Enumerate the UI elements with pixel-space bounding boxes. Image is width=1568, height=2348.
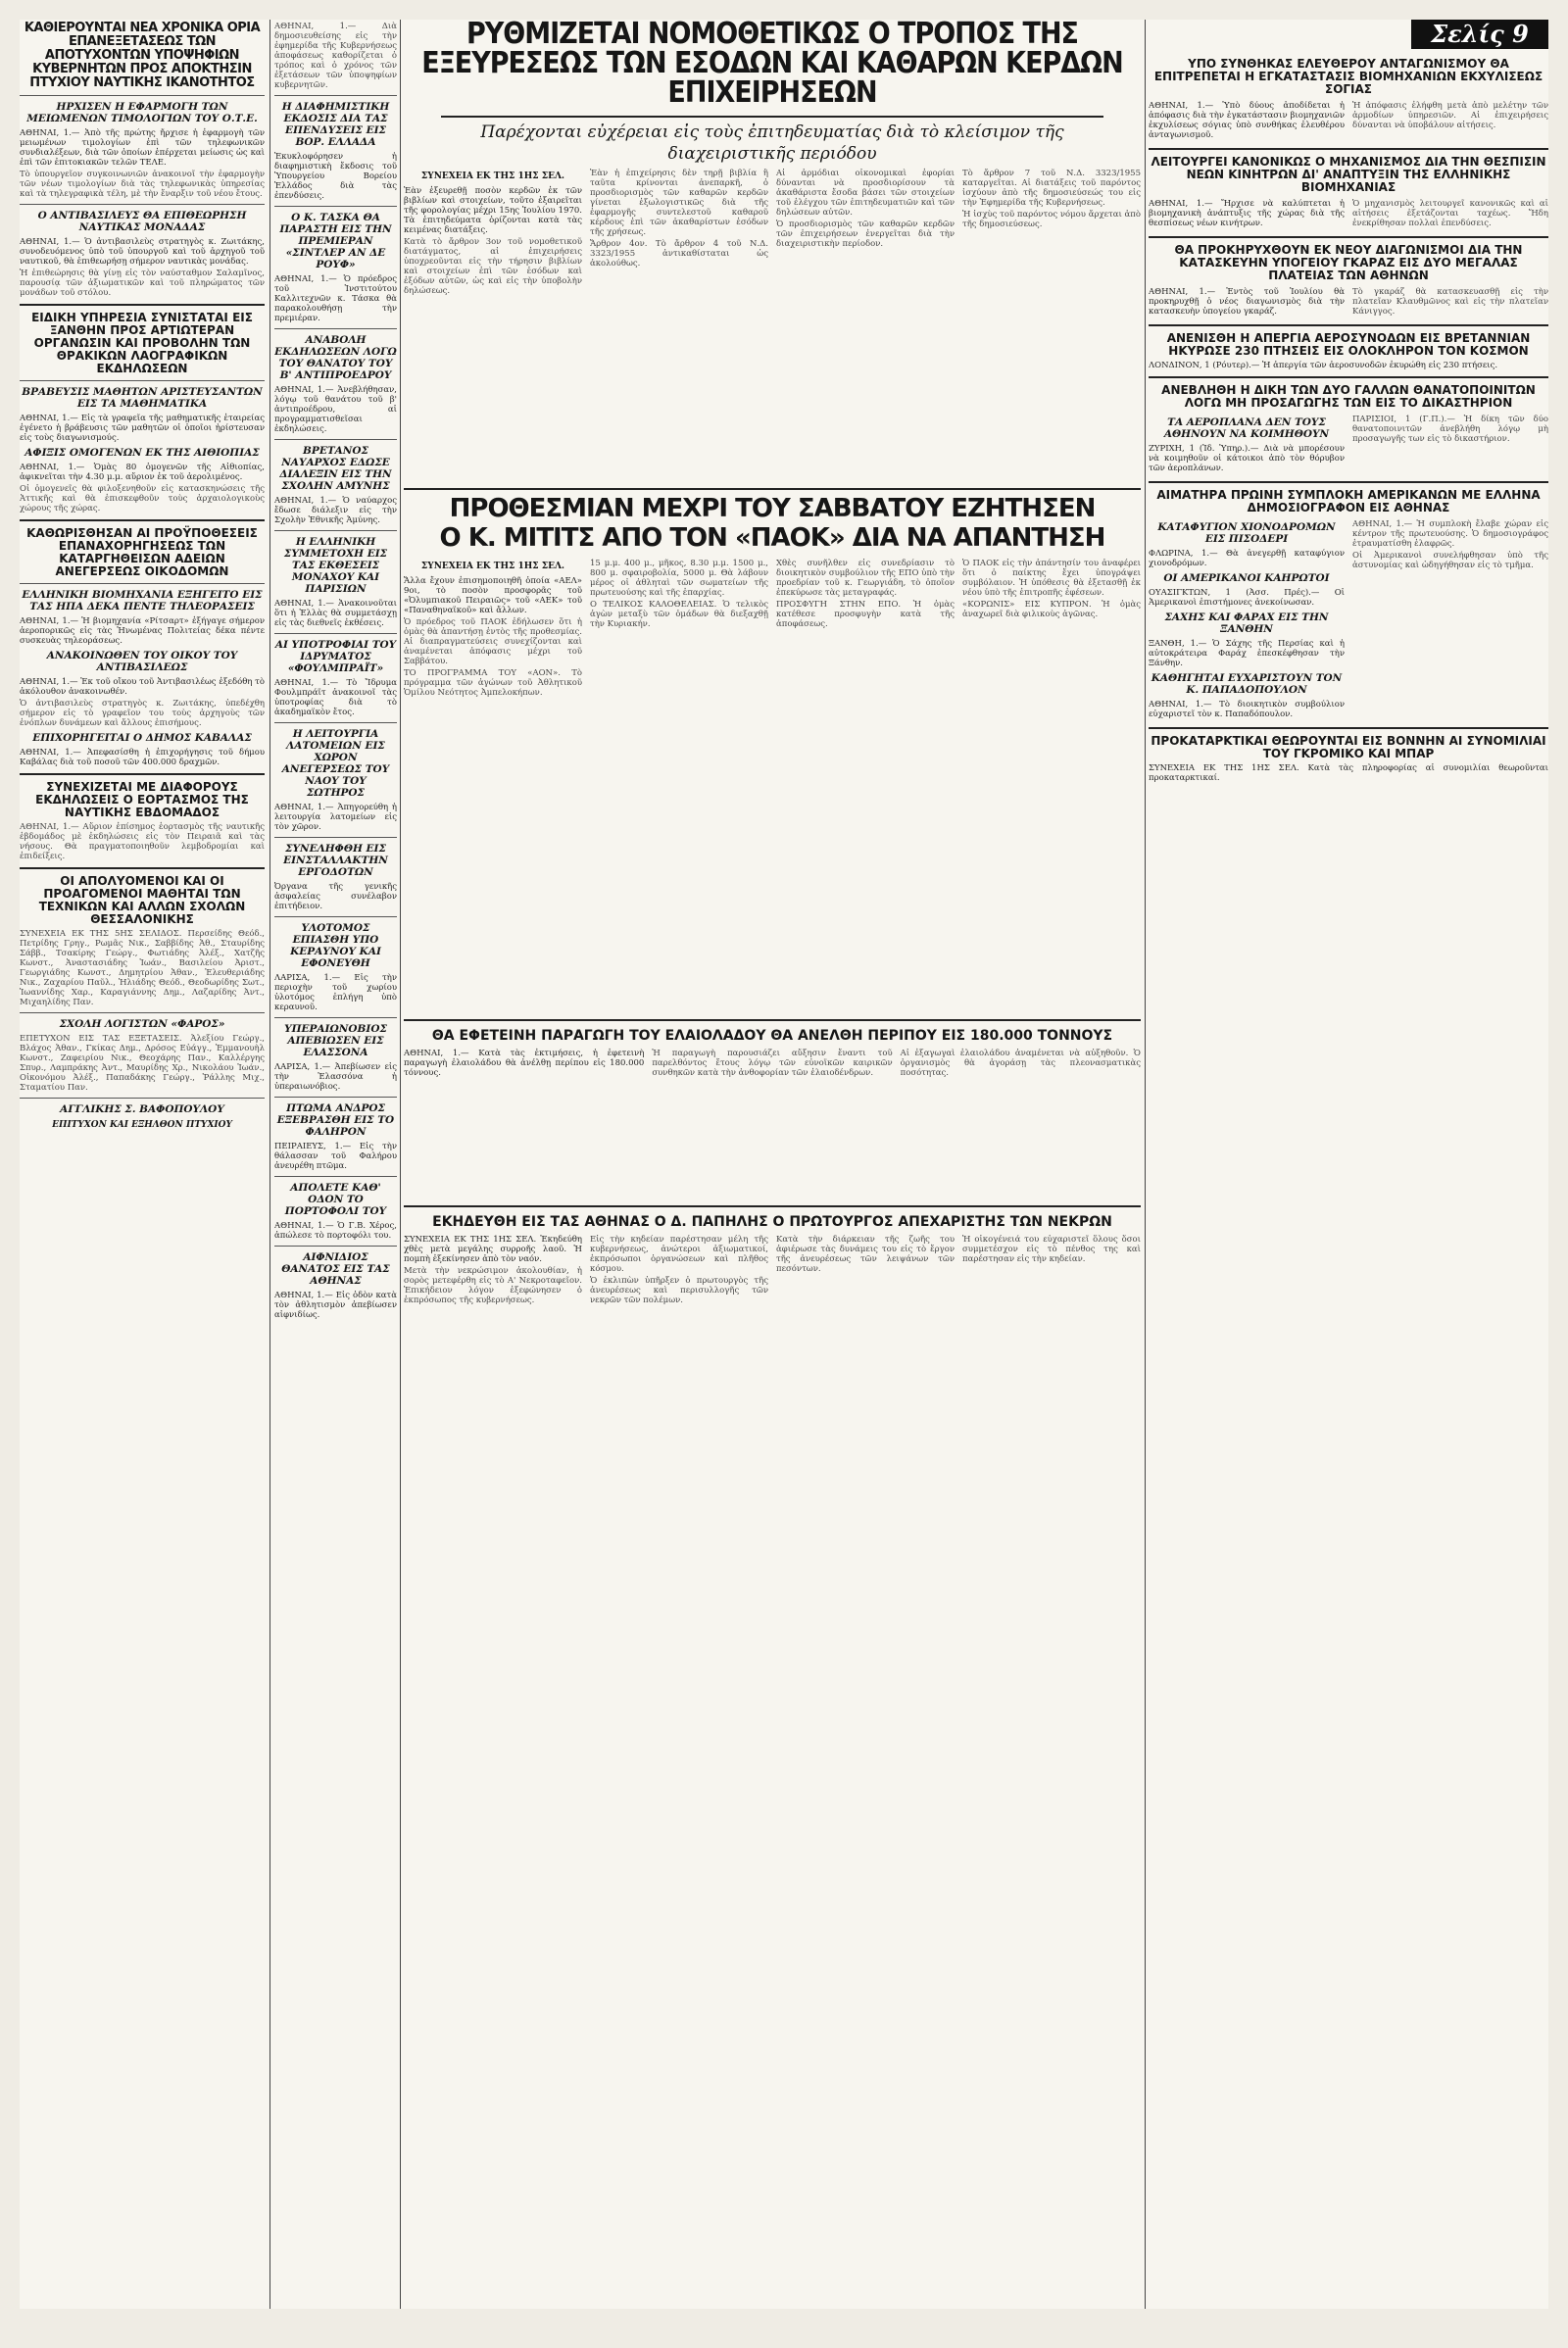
article-text: ΣΥΝΕΧΕΙΑ ΕΚ ΤΗΣ 1ΗΣ ΣΕΛ. Ἐκηδεύθη χθὲς μετὰ μεγάλης συρροῆς λαοῦ. Ἡ πομπὴ ἐξεκίνησεν ἀπὸ τὸν ναόν.	[404, 1235, 582, 1264]
center-funeral-article: ΕΚΗΔΕΥΘΗ ΕΙΣ ΤΑΣ ΑΘΗΝΑΣ Ο Δ. ΠΑΠΗΛΗΣ Ο ΠΡΩΤΟΥΡΓΟΣ ΑΠΕΧΑΡΙΣΤΗΣ ΤΩΝ ΝΕΚΡΩΝ ΣΥΝΕΧΕΙΑ ΕΚ ΤΗΣ 1ΗΣ ΣΕΛ. Ἐκηδεύθη χθὲς μετὰ μεγάλης συρροῆς λαοῦ. Ἡ πομπὴ ἐξεκίνησεν ἀπὸ τὸν ναόν. Μετὰ τὴν νεκρώσιμον ἀκολουθίαν, ἡ σορὸς μετεφέρθη εἰς τὸ Α' Νεκροταφεῖον. Ἐπικήδειον λόγον ἐξεφώνησεν ὁ ἐκπρόσωπος τῆς κυβερνήσεως. Εἰς τὴν κηδείαν παρέστησαν μέλη τῆς κυβερνήσεως, ἀνώτεροι ἀξιωματικοί, ἐκπρόσωποι ὀργανώσεων καὶ πλῆθος κόσμου. Ὁ ἐκλιπὼν ὑπῆρξεν ὁ πρωτουργὸς τῆς ἀνευρέσεως καὶ περισυλλογῆς τῶν νεκρῶν τῶν πολέμων. Κατὰ τὴν διάρκειαν τῆς ζωῆς του ἀφιέρωσε τὰς δυνάμεις του εἰς τὸ ἔργον τῆς ἀνευρέσεως τῶν λειψάνων τῶν πεσόντων. Ἡ οἰκογένειά του εὐχαριστεῖ ὅλους ὅσοι συμμετέσχον εἰς τὸ πένθος της καὶ παρέστησαν εἰς τὴν κηδείαν.	[404, 1214, 1141, 1305]
column-1: ΚΑΘΙΕΡΟΥΝΤΑΙ ΝΕΑ ΧΡΟΝΙΚΑ ΟΡΙΑ ΕΠΑΝΕΞΕΤΑΣΕΩΣ ΤΩΝ ΑΠΟΤΥΧΟΝΤΩΝ ΥΠΟΨΗΦΙΩΝ ΚΥΒΕΡΝΗΤΩΝ ΠΡΟΣ ΑΠΟΚΤΗΣΙΝ ΠΤΥΧΙΟΥ ΝΑΥΤΙΚΗΣ ΙΚΑΝΟΤΗΤΟΣ ΗΡΧΙΣΕΝ Η ΕΦΑΡΜΟΓΗ ΤΩΝ ΜΕΙΩΜΕΝΩΝ ΤΙΜΟΛΟΓΙΩΝ ΤΟΥ Ο.Τ.Ε. ΑΘΗΝΑΙ, 1.— Ἀπὸ τῆς πρώτης ἤρχισε ἡ ἐφαρμογὴ τῶν μειωμένων τιμολογίων ἐπὶ τῶν τηλεφωνικῶν συνδιαλέξεων, διὰ τῶν ὁποίων ἐπέρχεται μείωσις ὡς καὶ ἐπὶ τῶν ἐπιτοκιακῶν τελῶν ΤΕΛΕ. Τὸ ὑπουργεῖον συγκοινωνιῶν ἀνακοινοῖ τὴν ἐφαρμογὴν τῶν νέων τιμολογίων διὰ τὰς τηλεφωνικὰς ὑπηρεσίας καὶ τὰ τηλεγραφικὰ τέλη, μὲ τὴν ἔναρξιν τοῦ νέου ἔτους. Ο ΑΝΤΙΒΑΣΙΛΕΥΣ ΘΑ ΕΠΙΘΕΩΡΗΣΗ ΝΑΥΤΙΚΑΣ ΜΟΝΑΔΑΣ ΑΘΗΝΑΙ, 1.— Ὁ ἀντιβασιλεὺς στρατηγὸς κ. Ζωιτάκης, συνοδευόμενος ὑπὸ τοῦ ὑπουργοῦ καὶ τοῦ ἀρχηγοῦ τοῦ ναυτικοῦ, θὰ ἐπιθεωρήσῃ σήμερον ναυτικὰς μονάδας. Ἡ ἐπιθεώρησις θὰ γίνῃ εἰς τὸν ναύσταθμον Σαλαμῖνος, παρουσίᾳ τῶν ἀξιωματικῶν καὶ τοῦ πληρώματος τῶν μονάδων τοῦ στόλου. ΕΙΔΙΚΗ ΥΠΗΡΕΣΙΑ ΣΥΝΙΣΤΑΤΑΙ ΕΙΣ ΞΑΝΘΗΝ ΠΡΟΣ ΑΡΤΙΩΤΕΡΑΝ ΟΡΓΑΝΩΣΙΝ ΚΑΙ ΠΡΟΒΟΛΗΝ ΤΩΝ ΘΡΑΚΙΚΩΝ ΛΑΟΓΡΑΦΙΚΩΝ ΕΚΔΗΛΩΣΕΩΝ ΒΡΑΒΕΥΣΙΣ ΜΑΘΗΤΩΝ ΑΡΙΣΤΕΥΣΑΝΤΩΝ ΕΙΣ ΤΑ ΜΑΘΗΜΑΤΙΚΑ ΑΘΗΝΑΙ, 1.— Εἰς τὰ γραφεῖα τῆς μαθηματικῆς ἑταιρείας ἐγένετο ἡ βράβευσις τῶν μαθητῶν οἱ ὁποῖοι ἠρίστευσαν εἰς τοὺς διαγωνισμούς. ΑΦΙΞΙΣ ΟΜΟΓΕΝΩΝ ΕΚ ΤΗΣ ΑΙΘΙΟΠΙΑΣ ΑΘΗΝΑΙ, 1.— Ὁμὰς 80 ὁμογενῶν τῆς Αἰθιοπίας, ἀφικνεῖται τὴν 4.30 μ.μ. αὔριον ἐκ τοῦ ἀερολιμένος. Οἱ ὁμογενεῖς θὰ φιλοξενηθοῦν εἰς κατασκηνώσεις τῆς Ἀττικῆς καὶ θὰ ἐπισκεφθοῦν τοὺς ἀρχαιολογικοὺς χώρους τῆς χώρας. ΚΑΘΩΡΙΣΘΗΣΑΝ ΑΙ ΠΡΟΫΠΟΘΕΣΕΙΣ ΕΠΑΝΑΧΟΡΗΓΗΣΕΩΣ ΤΩΝ ΚΑΤΑΡΓΗΘΕΙΣΩΝ ΑΔΕΙΩΝ ΑΝΕΓΕΡΣΕΩΣ ΟΙΚΟΔΟΜΩΝ ΕΛΛΗΝΙΚΗ ΒΙΟΜΗΧΑΝΙΑ ΕΞΗΓΕΙΤΟ ΕΙΣ ΤΑΣ ΗΠΑ ΔΕΚΑ ΠΕΝΤΕ ΤΗΛΕΟΡΑΣΕΙΣ ΑΘΗΝΑΙ, 1.— Ἡ βιομηχανία «Ρίτσαρτ» ἐξήγαγε σήμερον ἀεροπορικῶς εἰς τὰς Ἡνωμένας Πολιτείας δέκα πέντε συσκευὰς τηλεοράσεως. ΑΝΑΚΟΙΝΩΘΕΝ ΤΟΥ ΟΙΚΟΥ ΤΟΥ ΑΝΤΙΒΑΣΙΛΕΩΣ ΑΘΗΝΑΙ, 1.— Ἐκ τοῦ οἴκου τοῦ Ἀντιβασιλέως ἐξεδόθη τὸ ἀκόλουθον ἀνακοινωθέν. Ὁ ἀντιβασιλεὺς στρατηγὸς κ. Ζωιτάκης, ὑπεδέχθη σήμερον εἰς τὸ γραφεῖον του τοὺς ἀρχηγοὺς τῶν ἐνόπλων δυνάμεων καὶ ἄλλους ἐπισήμους. ΕΠΙΧΟΡΗΓΕΙΤΑΙ Ο ΔΗΜΟΣ ΚΑΒΑΛΑΣ ΑΘΗΝΑΙ, 1.— Ἀπεφασίσθη ἡ ἐπιχορήγησις τοῦ δήμου Καβάλας διὰ τοῦ ποσοῦ τῶν 400.000 δραχμῶν. ΣΥΝΕΧΙΖΕΤΑΙ ΜΕ ΔΙΑΦΟΡΟΥΣ ΕΚΔΗΛΩΣΕΙΣ Ο ΕΟΡΤΑΣΜΟΣ ΤΗΣ ΝΑΥΤΙΚΗΣ ΕΒΔΟΜΑΔΟΣ ΑΘΗΝΑΙ, 1.— Αὔριον ἐπίσημος ἑορτασμὸς τῆς ναυτικῆς ἑβδομάδος μὲ ἐκδηλώσεις εἰς τὸν Πειραιᾶ καὶ τὰς νήσους. Θὰ πραγματοποιηθοῦν λεμβοδρομίαι καὶ ἐπιδείξεις. ΟΙ ΑΠΟΛΥΟΜΕΝΟΙ ΚΑΙ ΟΙ ΠΡΟΑΓΟΜΕΝΟΙ ΜΑΘΗΤΑΙ ΤΩΝ ΤΕΧΝΙΚΩΝ ΚΑΙ ΑΛΛΩΝ ΣΧΟΛΩΝ ΘΕΣΣΑΛΟΝΙΚΗΣ ΣΥΝΕΧΕΙΑ ΕΚ ΤΗΣ 5ΗΣ ΣΕΛΙΔΟΣ. Περσείδης Θεόδ., Πετρίδης Γρηγ., Ρωμᾶς Νικ., Σαββίδης Ἀθ., Σταυρίδης Σάββ., Τσακίρης Γεώργ., Φωτιάδης Ἀλέξ., Χατζῆς Κωνστ., Ἀναστασιάδης Ἰωάν., Βασιλείου Ἀριστ., Γεωργιάδης Κωνστ., Δημητρίου Ἀθαν., Ἐλευθεριάδης Νικ., Ζαχαρίου Παῦλ., Ἠλιάδης Θεόδ., Θεοδωρίδης Σωτ., Ἰωαννίδης Χαρ., Καραγιάννης Δημ., Λαζαρίδης Ἀντ., Μιχαηλίδης Παν. ΣΧΟΛΗ ΛΟΓΙΣΤΩΝ «ΦΑΡΟΣ» ΕΠΕΤΥΧΟΝ ΕΙΣ ΤΑΣ ΕΞΕΤΑΣΕΙΣ. Ἀλεξίου Γεώργ., Βλάχος Ἀθαν., Γκίκας Δημ., Δρόσος Εὐάγγ., Ἐμμανουὴλ Κωνστ., Ζαφειρίου Νικ., Θεοχάρης Παν., Καλλέργης Σπυρ., Λαμπράκης Ἀντ., Μαυρίδης Χρ., Νικολάου Ἰωάν., Οἰκονόμου Ἀλέξ., Παπαδάκης Γεώργ., Ῥάλλης Μιχ., Σταματίου Παν. ΑΓΓΛΙΚΗΣ Σ. ΒΑΦΟΠΟΥΛΟΥ ΕΠΙΤΥΧΟΝ ΚΑΙ ΕΞΗΛΘΟΝ ΠΤΥΧΙΟΥ	[20, 21, 265, 1130]
article-text: ΞΑΝΘΗ, 1.— Ὁ Σάχης τῆς Περσίας καὶ ἡ αὐτοκράτειρα Φαράχ ἐπεσκέφθησαν τὴν Ξάνθην.	[1149, 639, 1345, 668]
headline: ΕΚΗΔΕΥΘΗ ΕΙΣ ΤΑΣ ΑΘΗΝΑΣ Ο Δ. ΠΑΠΗΛΗΣ Ο ΠΡΩΤΟΥΡΓΟΣ ΑΠΕΧΑΡΙΣΤΗΣ ΤΩΝ ΝΕΚΡΩΝ	[432, 1214, 1112, 1230]
headline: ΑΝΕΝΙΣΘΗ Η ΑΠΕΡΓΙΑ ΑΕΡΟΣΥΝΟΔΩΝ ΕΙΣ ΒΡΕΤΑΝΝΙΑΝ ΗΚΥΡΩΣΕ 230 ΠΤΗΣΕΙΣ ΕΙΣ ΟΛΟΚΛΗΡΟΝ ΤΟΝ ΚΟΣΜΟΝ	[1166, 331, 1531, 358]
headline: Ο ΑΝΤΙΒΑΣΙΛΕΥΣ ΘΑ ΕΠΙΘΕΩΡΗΣΗ ΝΑΥΤΙΚΑΣ ΜΟΝΑΔΑΣ	[37, 210, 247, 233]
headline: Η ΔΙΑΦΗΜΙΣΤΙΚΗ ΕΚΔΟΣΙΣ ΔΙΑ ΤΑΣ ΕΠΕΝΔΥΣΕΙΣ ΕΙΣ ΒΟΡ. ΕΛΛΑΔΑ	[281, 101, 390, 148]
headline: ΑΙΜΑΤΗΡΑ ΠΡΩΙΝΗ ΣΥΜΠΛΟΚΗ ΑΜΕΡΙΚΑΝΩΝ ΜΕ ΕΛΛΗΝΑ ΔΗΜΟΣΙΟΓΡΑΦΟΝ ΕΙΣ ΑΘΗΝΑΣ	[1156, 488, 1541, 514]
headline: ΣΥΝΕΛΗΦΘΗ ΕΙΣ ΕΙΝΣΤΑΛΛΑΚΤΗΝ ΕΡΓΟΔΟΤΩΝ	[283, 843, 388, 878]
headline: Η ΕΛΛΗΝΙΚΗ ΣΥΜΜΕΤΟΧΗ ΕΙΣ ΤΑΣ ΕΚΘΕΣΕΙΣ ΜΟΝΑΧΟΥ ΚΑΙ ΠΑΡΙΣΙΩΝ	[283, 536, 388, 595]
main-subheadline: Παρέχονται εὐχέρειαι εἰς τοὺς ἐπιτηδευματίας διὰ τὸ κλείσιμον τῆς διαχειριστικῆς περιόδου	[441, 116, 1103, 165]
main-headline: ΡΥΘΜΙΖΕΤΑΙ ΝΟΜΟΘΕΤΙΚΩΣ Ο ΤΡΟΠΟΣ ΤΗΣ ΕΞΕΥΡΕΣΕΩΣ ΤΩΝ ΕΣΟΔΩΝ ΚΑΙ ΚΑΘΑΡΩΝ ΚΕΡΔΩΝ ΕΠΙΧΕΙΡΗΣΕΩΝ	[421, 17, 1123, 110]
article-text: ΑΘΗΝΑΙ, 1.— Τὸ Ἴδρυμα Φουλμπράϊτ ἀνακοινοῖ τὰς ὑποτροφίας διὰ τὸ ἀκαδημαϊκὸν ἔτος.	[274, 678, 397, 717]
headline: ΥΠΟ ΣΥΝΘΗΚΑΣ ΕΛΕΥΘΕΡΟΥ ΑΝΤΑΓΩΝΙΣΜΟΥ ΘΑ ΕΠΙΤΡΕΠΕΤΑΙ Η ΕΓΚΑΤΑΣΤΑΣΙΣ ΒΙΟΜΗΧΑΝΙΩΝ ΕΚΧΥΛΙΣΕΩΣ ΣΟΓΙΑΣ	[1153, 57, 1544, 96]
article-text: ΑΘΗΝΑΙ, 1.— Ἀπηγορεύθη ἡ λειτουργία λατομείων εἰς τὸν χῶρον.	[274, 803, 397, 832]
article-text: ΛΑΡΙΣΑ, 1.— Ἀπεβίωσεν εἰς τὴν Ἐλασσόνα ἡ ὑπεραιωνόβιος.	[274, 1062, 397, 1092]
article-text: ΑΘΗΝΑΙ, 1.— Κατὰ τὰς ἐκτιμήσεις, ἡ ἐφετεινὴ παραγωγὴ ἐλαιολάδου θὰ ἀνέλθῃ περίπου εἰς 180.000 τόννους.	[404, 1049, 645, 1078]
article-text: ΠΕΙΡΑΙΕΥΣ, 1.— Εἰς τὴν θάλασσαν τοῦ Φαλήρου ἀνευρέθη πτῶμα.	[274, 1142, 397, 1171]
headline: ΑΦΙΞΙΣ ΟΜΟΓΕΝΩΝ ΕΚ ΤΗΣ ΑΙΘΙΟΠΙΑΣ	[24, 447, 260, 459]
article-text: ΑΘΗΝΑΙ, 1.— Εἰς ὁδὸν κατὰ τὸν ἀθλητισμὸν ἀπεβίωσεν αἰφνιδίως.	[274, 1291, 397, 1320]
center-bottom-articles: ΘΑ ΕΦΕΤΕΙΝΗ ΠΑΡΑΓΩΓΗ ΤΟΥ ΕΛΑΙΟΛΑΔΟΥ ΘΑ ΑΝΕΛΘΗ ΠΕΡΙΠΟΥ ΕΙΣ 180.000 ΤΟΝΝΟΥΣ ΑΘΗΝΑΙ, 1.— Κατὰ τὰς ἐκτιμήσεις, ἡ ἐφετεινὴ παραγωγὴ ἐλαιολάδου θὰ ἀνέλθῃ περίπου εἰς 180.000 τόννους. Ἡ παραγωγὴ παρουσιάζει αὔξησιν ἔναντι τοῦ παρελθόντος ἔτους λόγῳ τῶν εὐνοϊκῶν καιρικῶν συνθηκῶν κατὰ τὴν ἀνθοφορίαν τῶν ἐλαιοδένδρων. Αἱ ἐξαγωγαὶ ἐλαιολάδου ἀναμένεται νὰ αὐξηθοῦν. Ὁ ὀργανισμὸς θὰ ἀγοράσῃ τὰς πλεονασματικὰς ποσότητας.	[404, 1028, 1141, 1078]
headline: ΠΡΟΚΑΤΑΡΚΤΙΚΑΙ ΘΕΩΡΟΥΝΤΑΙ ΕΙΣ ΒΟΝΝΗΝ ΑΙ ΣΥΝΟΜΙΛΙΑΙ ΤΟΥ ΓΚΡΟΜΙΚΟ ΚΑΙ ΜΠΑΡ	[1151, 734, 1546, 760]
headline: Ο Κ. ΤΑΣΚΑ ΘΑ ΠΑΡΑΣΤΗ ΕΙΣ ΤΗΝ ΠΡΕΜΙΕΡΑΝ «ΣΙΝΤΛΕΡ ΑΝ ΔΕ ΡΟΥΦ»	[279, 212, 392, 270]
headline: ΘΑ ΠΡΟΚΗΡΥΧΘΟΥΝ ΕΚ ΝΕΟΥ ΔΙΑΓΩΝΙΣΜΟΙ ΔΙΑ ΤΗΝ ΚΑΤΑΣΚΕΥΗΝ ΥΠΟΓΕΙΟΥ ΓΚΑΡΑΖ ΕΙΣ ΔΥΟ ΜΕΓΑΛΑΣ ΠΛΑΤΕΙΑΣ ΤΩΝ ΑΘΗΝΩΝ	[1174, 243, 1523, 282]
headline: ΟΙ ΑΠΟΛΥΟΜΕΝΟΙ ΚΑΙ ΟΙ ΠΡΟΑΓΟΜΕΝΟΙ ΜΑΘΗΤΑΙ ΤΩΝ ΤΕΧΝΙΚΩΝ ΚΑΙ ΑΛΛΩΝ ΣΧΟΛΩΝ ΘΕΣΣΑΛΟΝΙΚΗΣ	[38, 874, 246, 926]
article-text: ΑΘΗΝΑΙ, 1.— Ἡ βιομηχανία «Ρίτσαρτ» ἐξήγαγε σήμερον ἀεροπορικῶς εἰς τὰς Ἡνωμένας Πολιτείας δέκα πέντε συσκευὰς τηλεοράσεως.	[20, 616, 265, 646]
headline: ΥΠΕΡΑΙΩΝΟΒΙΟΣ ΑΠΕΒΙΩΣΕΝ ΕΙΣ ΕΛΑΣΣΟΝΑ	[284, 1023, 387, 1058]
article-text: ΑΘΗΝΑΙ, 1.— Ὁ Γ.Β. Χέρος, ἀπώλεσε τὸ πορτοφόλι του.	[274, 1221, 397, 1241]
headline: ΠΤΩΜΑ ΑΝΔΡΟΣ ΕΞΕΒΡΑΣΘΗ ΕΙΣ ΤΟ ΦΑΛΗΡΟΝ	[276, 1102, 395, 1138]
article-text: ΑΘΗΝΑΙ, 1.— Ὑπὸ δύους ἀποδίδεται ἡ ἀπόφασις διὰ τὴν ἐγκατάστασιν βιομηχανιῶν ἐκχυλίσεως σόγιας ὑπὸ συνθήκας ἐλευθέρου ἀνταγωνισμοῦ.	[1149, 101, 1345, 140]
column-2: ΑΘΗΝΑΙ, 1.— Διὰ δημοσιευθείσης εἰς τὴν ἐφημερίδα τῆς Κυβερνήσεως ἀποφάσεως καθορίζεται ὁ τρόπος καὶ ὁ χρόνος τῶν ἐξετάσεων τῶν ὑποψηφίων κυβερνητῶν. Η ΔΙΑΦΗΜΙΣΤΙΚΗ ΕΚΔΟΣΙΣ ΔΙΑ ΤΑΣ ΕΠΕΝΔΥΣΕΙΣ ΕΙΣ ΒΟΡ. ΕΛΛΑΔΑ Ἐκυκλοφόρησεν ἡ διαφημιστικὴ ἔκδοσις τοῦ Ὑπουργείου Βορείου Ἑλλάδος διὰ τὰς ἐπενδύσεις. Ο Κ. ΤΑΣΚΑ ΘΑ ΠΑΡΑΣΤΗ ΕΙΣ ΤΗΝ ΠΡΕΜΙΕΡΑΝ «ΣΙΝΤΛΕΡ ΑΝ ΔΕ ΡΟΥΦ» ΑΘΗΝΑΙ, 1.— Ὁ πρόεδρος τοῦ Ἱνστιτούτου Καλλιτεχνῶν κ. Τάσκα θὰ παρακολουθήσῃ τὴν πρεμιέραν. ΑΝΑΒΟΛΗ ΕΚΔΗΛΩΣΕΩΝ ΛΟΓΩ ΤΟΥ ΘΑΝΑΤΟΥ ΤΟΥ Β' ΑΝΤΙΠΡΟΕΔΡΟΥ ΑΘΗΝΑΙ, 1.— Ἀνεβλήθησαν, λόγῳ τοῦ θανάτου τοῦ β' ἀντιπροέδρου, αἱ προγραμματισθεῖσαι ἐκδηλώσεις. ΒΡΕΤΑΝΟΣ ΝΑΥΑΡΧΟΣ ΕΔΩΣΕ ΔΙΑΛΕΞΙΝ ΕΙΣ ΤΗΝ ΣΧΟΛΗΝ ΑΜΥΝΗΣ ΑΘΗΝΑΙ, 1.— Ὁ ναύαρχος ἔδωσε διάλεξιν εἰς τὴν Σχολὴν Ἐθνικῆς Ἀμύνης. Η ΕΛΛΗΝΙΚΗ ΣΥΜΜΕΤΟΧΗ ΕΙΣ ΤΑΣ ΕΚΘΕΣΕΙΣ ΜΟΝΑΧΟΥ ΚΑΙ ΠΑΡΙΣΙΩΝ ΑΘΗΝΑΙ, 1.— Ἀνακοινοῦται ὅτι ἡ Ἑλλὰς θὰ συμμετάσχῃ εἰς τὰς διεθνεῖς ἐκθέσεις. ΑΙ ΥΠΟΤΡΟΦΙΑΙ ΤΟΥ ΙΔΡΥΜΑΤΟΣ «ΦΟΥΛΜΠΡΑΪΤ» ΑΘΗΝΑΙ, 1.— Τὸ Ἴδρυμα Φουλμπράϊτ ἀνακοινοῖ τὰς ὑποτροφίας διὰ τὸ ἀκαδημαϊκὸν ἔτος. Η ΛΕΙΤΟΥΡΓΙΑ ΛΑΤΟΜΕΙΩΝ ΕΙΣ ΧΩΡΟΝ ΑΝΕΓΕΡΣΕΩΣ ΤΟΥ ΝΑΟΥ ΤΟΥ ΣΩΤΗΡΟΣ ΑΘΗΝΑΙ, 1.— Ἀπηγορεύθη ἡ λειτουργία λατομείων εἰς τὸν χῶρον. ΣΥΝΕΛΗΦΘΗ ΕΙΣ ΕΙΝΣΤΑΛΛΑΚΤΗΝ ΕΡΓΟΔΟΤΩΝ Ὀργανα τῆς γενικῆς ἀσφαλείας συνέλαβον ἐπιτήδειον. ΥΛΟΤΟΜΟΣ ΕΠΙΑΣΘΗ ΥΠΟ ΚΕΡΑΥΝΟΥ ΚΑΙ ΕΦΟΝΕΥΘΗ ΛΑΡΙΣΑ, 1.— Εἰς τὴν περιοχὴν τοῦ χωρίου ὑλοτόμος ἐπλήγη ὑπὸ κεραυνοῦ. ΥΠΕΡΑΙΩΝΟΒΙΟΣ ΑΠΕΒΙΩΣΕΝ ΕΙΣ ΕΛΑΣΣΟΝΑ ΛΑΡΙΣΑ, 1.— Ἀπεβίωσεν εἰς τὴν Ἐλασσόνα ἡ ὑπεραιωνόβιος. ΠΤΩΜΑ ΑΝΔΡΟΣ ΕΞΕΒΡΑΣΘΗ ΕΙΣ ΤΟ ΦΑΛΗΡΟΝ ΠΕΙΡΑΙΕΥΣ, 1.— Εἰς τὴν θάλασσαν τοῦ Φαλήρου ἀνευρέθη πτῶμα. ΑΠΟΛΕΤΕ ΚΑΘ' ΟΔΟΝ ΤΟ ΠΟΡΤΟΦΟΛΙ ΤΟΥ ΑΘΗΝΑΙ, 1.— Ὁ Γ.Β. Χέρος, ἀπώλεσε τὸ πορτοφόλι του. ΑΙΦΝΙΔΙΟΣ ΘΑΝΑΤΟΣ ΕΙΣ ΤΑΣ ΑΘΗΝΑΣ ΑΘΗΝΑΙ, 1.— Εἰς ὁδὸν κατὰ τὸν ἀθλητισμὸν ἀπεβίωσεν αἰφνιδίως.	[274, 22, 397, 1320]
article-text: Ὀργανα τῆς γενικῆς ἀσφαλείας συνέλαβον ἐπιτήδειον.	[274, 882, 397, 911]
page-number-badge: Σελίς 9	[1411, 20, 1548, 49]
column-5: ΥΠΟ ΣΥΝΘΗΚΑΣ ΕΛΕΥΘΕΡΟΥ ΑΝΤΑΓΩΝΙΣΜΟΥ ΘΑ ΕΠΙΤΡΕΠΕΤΑΙ Η ΕΓΚΑΤΑΣΤΑΣΙΣ ΒΙΟΜΗΧΑΝΙΩΝ ΕΚΧΥΛΙΣΕΩΣ ΣΟΓΙΑΣ ΑΘΗΝΑΙ, 1.— Ὑπὸ δύους ἀποδίδεται ἡ ἀπόφασις διὰ τὴν ἐγκατάστασιν βιομηχανιῶν ἐκχυλίσεως σόγιας ὑπὸ συνθήκας ἐλευθέρου ἀνταγωνισμοῦ. Ἡ ἀπόφασις ἐλήφθη μετὰ ἀπὸ μελέτην τῶν ἀρμοδίων ὑπηρεσιῶν. Αἱ ἐπιχειρήσεις δύνανται νὰ ὑποβάλουν αἰτήσεις. ΛΕΙΤΟΥΡΓΕΙ ΚΑΝΟΝΙΚΩΣ Ο ΜΗΧΑΝΙΣΜΟΣ ΔΙΑ ΤΗΝ ΘΕΣΠΙΣΙΝ ΝΕΩΝ ΚΙΝΗΤΡΩΝ ΔΙ' ΑΝΑΠΤΥΞΙΝ ΤΗΣ ΕΛΛΗΝΙΚΗΣ ΒΙΟΜΗΧΑΝΙΑΣ ΑΘΗΝΑΙ, 1.— Ἤρχισε νὰ καλύπτεται ἡ βιομηχανικὴ ἀνάπτυξις τῆς χώρας διὰ τῆς θεσπίσεως νέων κινήτρων. Ὁ μηχανισμὸς λειτουργεῖ κανονικῶς καὶ αἱ αἰτήσεις ἐξετάζονται ταχέως. Ἤδη ἐνεκρίθησαν πολλαὶ ἐπενδύσεις. ΘΑ ΠΡΟΚΗΡΥΧΘΟΥΝ ΕΚ ΝΕΟΥ ΔΙΑΓΩΝΙΣΜΟΙ ΔΙΑ ΤΗΝ ΚΑΤΑΣΚΕΥΗΝ ΥΠΟΓΕΙΟΥ ΓΚΑΡΑΖ ΕΙΣ ΔΥΟ ΜΕΓΑΛΑΣ ΠΛΑΤΕΙΑΣ ΤΩΝ ΑΘΗΝΩΝ ΑΘΗΝΑΙ, 1.— Ἐντὸς τοῦ Ἰουλίου θὰ προκηρυχθῇ ὁ νέος διαγωνισμὸς διὰ τὴν κατασκευὴν ὑπογείου γκαράζ. Τὸ γκαράζ θὰ κατασκευασθῇ εἰς τὴν πλατεῖαν Κλαυθμῶνος καὶ εἰς τὴν πλατεῖαν Κάνιγγος. ΑΝΕΝΙΣΘΗ Η ΑΠΕΡΓΙΑ ΑΕΡΟΣΥΝΟΔΩΝ ΕΙΣ ΒΡΕΤΑΝΝΙΑΝ ΗΚΥΡΩΣΕ 230 ΠΤΗΣΕΙΣ ΕΙΣ ΟΛΟΚΛΗΡΟΝ ΤΟΝ ΚΟΣΜΟΝ ΛΟΝΔΙΝΟΝ, 1 (Ρόυτερ).— Ἡ ἀπεργία τῶν ἀεροσυνοδῶν ἐκυρώθη εἰς 230 πτήσεις. ΑΝΕΒΛΗΘΗ Η ΔΙΚΗ ΤΩΝ ΔΥΟ ΓΑΛΛΩΝ ΘΑΝΑΤΟΠΟΙΝΙΤΩΝ ΛΟΓΩ ΜΗ ΠΡΟΣΑΓΩΓΗΣ ΤΩΝ ΕΙΣ ΤΟ ΔΙΚΑΣΤΗΡΙΟΝ ΤΑ ΑΕΡΟΠΛΑΝΑ ΔΕΝ ΤΟΥΣ ΑΘΗΝΟΥΝ ΝΑ ΚΟΙΜΗΘΟΥΝ ΖΥΡΙΧΗ, 1 (Ἰδ. Ὑπηρ.).— Διὰ νὰ μπορέσουν νὰ κοιμηθοῦν οἱ κάτοικοι ἀπὸ τὸν θόρυβον τῶν ἀεροπλάνων. ΠΑΡΙΣΙΟΙ, 1 (Γ.Π.).— Ἡ δίκη τῶν δύο θανατοποινιτῶν ἀνεβλήθη λόγῳ μὴ προσαγωγῆς των εἰς τὸ δικαστήριον. ΑΙΜΑΤΗΡΑ ΠΡΩΙΝΗ ΣΥΜΠΛΟΚΗ ΑΜΕΡΙΚΑΝΩΝ ΜΕ ΕΛΛΗΝΑ ΔΗΜΟΣΙΟΓΡΑΦΟΝ ΕΙΣ ΑΘΗΝΑΣ ΚΑΤΑΦΥΓΙΟΝ ΧΙΟΝΟΔΡΟΜΩΝ ΕΙΣ ΠΙΣΟΔΕΡΙ ΦΛΩΡΙΝΑ, 1.— Θὰ ἀνεγερθῇ καταφύγιον χιονοδρόμων. ΟΙ ΑΜΕΡΙΚΑΝΟΙ ΚΑΗΡΩΤΟΙ ΟΥΑΣΙΓΚΤΩΝ, 1 (Ἀσσ. Πρές).— Οἱ Ἀμερικανοὶ ἐπιστήμονες ἀνεκοίνωσαν. ΣΑΧΗΣ ΚΑΙ ΦΑΡΑΧ ΕΙΣ ΤΗΝ ΞΑΝΘΗΝ ΞΑΝΘΗ, 1.— Ὁ Σάχης τῆς Περσίας καὶ ἡ αὐτοκράτειρα Φαράχ ἐπεσκέφθησαν τὴν Ξάνθην. ΚΑΘΗΓΗΤΑΙ ΕΥΧΑΡΙΣΤΟΥΝ ΤΟΝ Κ. ΠΑΠΑΔΟΠΟΥΛΟΝ ΑΘΗΝΑΙ, 1.— Τὸ διοικητικὸν συμβούλιον εὐχαριστεῖ τὸν κ. Παπαδόπουλον. ΑΘΗΝΑΙ, 1.— Ἡ συμπλοκὴ ἔλαβε χώραν εἰς κέντρον τῆς πρωτευούσης. Ὁ δημοσιογράφος ἐτραυματίσθη ἐλαφρῶς. Οἱ Ἀμερικανοὶ συνελήφθησαν ὑπὸ τῆς ἀστυνομίας καὶ ὡδηγήθησαν εἰς τὸ τμῆμα. ΠΡΟΚΑΤΑΡΚΤΙΚΑΙ ΘΕΩΡΟΥΝΤΑΙ ΕΙΣ ΒΟΝΝΗΝ ΑΙ ΣΥΝΟΜΙΛΙΑΙ ΤΟΥ ΓΚΡΟΜΙΚΟ ΚΑΙ ΜΠΑΡ ΣΥΝΕΧΕΙΑ ΕΚ ΤΗΣ 1ΗΣ ΣΕΛ. Κατὰ τὰς πληροφορίας αἱ συνομιλίαι θεωροῦνται προκαταρκτικαί.	[1149, 57, 1548, 783]
second-headline	[404, 494, 1141, 553]
article-text: ΑΘΗΝΑΙ, 1.— Ὁ ἀντιβασιλεὺς στρατηγὸς κ. Ζωιτάκης, συνοδευόμενος ὑπὸ τοῦ ὑπουργοῦ καὶ τοῦ ἀρχηγοῦ τοῦ ναυτικοῦ, θὰ ἐπιθεωρήσῃ σήμερον ναυτικὰς μονάδας.	[20, 237, 265, 267]
headline: ΣΧΟΛΗ ΛΟΓΙΣΤΩΝ «ΦΑΡΟΣ»	[59, 1018, 225, 1030]
article-text: ΑΘΗΝΑΙ, 1.— Ἀπεφασίσθη ἡ ἐπιχορήγησις τοῦ δήμου Καβάλας διὰ τοῦ ποσοῦ τῶν 400.000 δραχμῶν.	[20, 748, 265, 767]
headline: ΛΕΙΤΟΥΡΓΕΙ ΚΑΝΟΝΙΚΩΣ Ο ΜΗΧΑΝΙΣΜΟΣ ΔΙΑ ΤΗΝ ΘΕΣΠΙΣΙΝ ΝΕΩΝ ΚΙΝΗΤΡΩΝ ΔΙ' ΑΝΑΠΤΥΞΙΝ ΤΗΣ ΕΛΛΗΝΙΚΗΣ ΒΙΟΜΗΧΑΝΙΑΣ	[1151, 155, 1546, 194]
article-text: Ἐὰν ἐξευρεθῇ ποσὸν κερδῶν ἐκ τῶν βιβλίων καὶ στοιχείων, τοῦτο ἐξαιρεῖται τῆς φορολογίας μέχρι 15ης Ἰουλίου 1970. Τὰ ἐπιτηδεύματα ὁρίζονται κατὰ τὰς κειμένας διατάξεις.	[404, 186, 582, 235]
headline: ΑΙ ΥΠΟΤΡΟΦΙΑΙ ΤΟΥ ΙΔΡΥΜΑΤΟΣ «ΦΟΥΛΜΠΡΑΪΤ»	[274, 639, 397, 674]
headline: ΑΠΟΛΕΤΕ ΚΑΘ' ΟΔΟΝ ΤΟ ΠΟΡΤΟΦΟΛΙ ΤΟΥ	[284, 1182, 387, 1217]
headline: ΑΝΑΚΟΙΝΩΘΕΝ ΤΟΥ ΟΙΚΟΥ ΤΟΥ ΑΝΤΙΒΑΣΙΛΕΩΣ	[46, 650, 238, 673]
article-text: ΑΘΗΝΑΙ, 1.— Ἀνακοινοῦται ὅτι ἡ Ἑλλὰς θὰ συμμετάσχῃ εἰς τὰς διεθνεῖς ἐκθέσεις.	[274, 599, 397, 628]
article-text: Ἄλλα ἔχουν ἐπισημοποιηθῆ ὁποία «ΑΕΛ» 9οι, τὸ ποσὸν προσφορᾶς τοῦ «Ὀλυμπιακοῦ Πειραιῶς» τοῦ «ΑΕΚ» τοῦ «Παναθηναϊκοῦ» καὶ ἄλλων.	[404, 576, 582, 615]
headline: ΒΡΑΒΕΥΣΙΣ ΜΑΘΗΤΩΝ ΑΡΙΣΤΕΥΣΑΝΤΩΝ ΕΙΣ ΤΑ ΜΑΘΗΜΑΤΙΚΑ	[22, 386, 263, 410]
article-text: ΑΘΗΝΑΙ, 1.— Ἀνεβλήθησαν, λόγῳ τοῦ θανάτου τοῦ β' ἀντιπροέδρου, αἱ προγραμματισθεῖσαι ἐκδηλώσεις.	[274, 385, 397, 434]
headline: ΒΡΕΤΑΝΟΣ ΝΑΥΑΡΧΟΣ ΕΔΩΣΕ ΔΙΑΛΕΞΙΝ ΕΙΣ ΤΗΝ ΣΧΟΛΗΝ ΑΜΥΝΗΣ	[279, 445, 392, 492]
article-text: ΑΘΗΝΑΙ, 1.— Τὸ διοικητικὸν συμβούλιον εὐχαριστεῖ τὸν κ. Παπαδόπουλον.	[1149, 700, 1345, 719]
headline: ΟΙ ΑΜΕΡΙΚΑΝΟΙ ΚΑΗΡΩΤΟΙ	[1163, 572, 1330, 584]
headline: ΕΛΛΗΝΙΚΗ ΒΙΟΜΗΧΑΝΙΑ ΕΞΗΓΕΙΤΟ ΕΙΣ ΤΑΣ ΗΠΑ ΔΕΚΑ ΠΕΝΤΕ ΤΗΛΕΟΡΑΣΕΙΣ	[22, 589, 263, 612]
headline: ΚΑΘΗΓΗΤΑΙ ΕΥΧΑΡΙΣΤΟΥΝ ΤΟΝ Κ. ΠΑΠΑΔΟΠΟΥΛΟΝ	[1151, 672, 1343, 696]
headline: ΑΝΑΒΟΛΗ ΕΚΔΗΛΩΣΕΩΝ ΛΟΓΩ ΤΟΥ ΘΑΝΑΤΟΥ ΤΟΥ Β' ΑΝΤΙΠΡΟΕΔΡΟΥ	[274, 334, 397, 381]
article-text: ΑΘΗΝΑΙ, 1.— Ἤρχισε νὰ καλύπτεται ἡ βιομηχανικὴ ἀνάπτυξις τῆς χώρας διὰ τῆς θεσπίσεως νέων κινήτρων.	[1149, 199, 1345, 228]
center-sports-article: ΣΥΝΕΧΕΙΑ ΕΚ ΤΗΣ 1ΗΣ ΣΕΛ. Ἄλλα ἔχουν ἐπισημοποιηθῆ ὁποία «ΑΕΛ» 9οι, τὸ ποσὸν προσφορᾶς τοῦ «Ὀλυμπιακοῦ Πειραιῶς» τοῦ «ΑΕΚ» τοῦ «Παναθηναϊκοῦ» καὶ ἄλλων. Ὁ πρόεδρος τοῦ ΠΑΟΚ ἐδήλωσεν ὅτι ἡ ὁμὰς θὰ ἀπαντήσῃ ἐντὸς τῆς προθεσμίας. Αἱ διαπραγματεύσεις συνεχίζονται καὶ ἀναμένεται ἀπόφασις μέχρι τοῦ Σαββάτου. ΤΟ ΠΡΟΓΡΑΜΜΑ ΤΟΥ «ΑΟΝ». Τὸ πρόγραμμα τῶν ἀγώνων τοῦ Ἀθλητικοῦ Ὁμίλου Νεότητος Ἀμπελοκήπων. 15 μ.μ. 400 μ., μῆκος, 8.30 μ.μ. 1500 μ., 800 μ. σφαιροβολία, 5000 μ. Θὰ λάβουν μέρος οἱ ἀθληταὶ τῶν σωματείων τῆς πρωτευούσης καὶ τῆς ἐπαρχίας. Ο ΤΕΛΙΚΟΣ ΚΑΛΟΘΕΛΕΙΑΣ. Ὁ τελικὸς ἀγὼν μεταξὺ τῶν ὁμάδων θὰ διεξαχθῇ τὴν Κυριακήν. Χθὲς συνῆλθεν εἰς συνεδρίασιν τὸ διοικητικὸν συμβούλιον τῆς ΕΠΟ ὑπὸ τὴν προεδρίαν τοῦ κ. Γεωργιάδη, τὸ ὁποῖον ἐπεκύρωσε τὰς μεταγραφάς. ΠΡΟΣΦΥΓΗ ΣΤΗΝ ΕΠΟ. Ἡ ὁμὰς κατέθεσε προσφυγὴν κατὰ τῆς ἀποφάσεως. Ὁ ΠΑΟΚ εἰς τὴν ἀπάντησίν του ἀναφέρει ὅτι ὁ παίκτης ἔχει ὑπογράψει συμβόλαιον. Ἡ ὑπόθεσις θὰ ἐξετασθῇ ἐκ νέου ὑπὸ τῆς ἐπιτροπῆς ἐφέσεων. «ΚΟΡΩΝΙΣ» ΕΙΣ ΚΥΠΡΟΝ. Ἡ ὁμὰς ἀναχωρεῖ διὰ φιλικοὺς ἀγῶνας.	[404, 559, 1141, 698]
subheadline: ΕΠΙΤΥΧΟΝ ΚΑΙ ΕΞΗΛΘΟΝ ΠΤΥΧΙΟΥ	[52, 1120, 232, 1130]
article-text: ΑΘΗΝΑΙ, 1.— Εἰς τὰ γραφεῖα τῆς μαθηματικῆς ἑταιρείας ἐγένετο ἡ βράβευσις τῶν μαθητῶν οἱ ὁποῖοι ἠρίστευσαν εἰς τοὺς διαγωνισμούς.	[20, 414, 265, 443]
article-text: ΑΘΗΝΑΙ, 1.— Ὁ ναύαρχος ἔδωσε διάλεξιν εἰς τὴν Σχολὴν Ἐθνικῆς Ἀμύνης.	[274, 496, 397, 525]
center-article: ΣΥΝΕΧΕΙΑ ΕΚ ΤΗΣ 1ΗΣ ΣΕΛ. Ἐὰν ἐξευρεθῇ ποσὸν κερδῶν ἐκ τῶν βιβλίων καὶ στοιχείων, τοῦτο ἐξαιρεῖται τῆς φορολογίας μέχρι 15ης Ἰουλίου 1970. Τὰ ἐπιτηδεύματα ὁρίζονται κατὰ τὰς κειμένας διατάξεις. Κατὰ τὸ ἄρθρον 3ον τοῦ νομοθετικοῦ διατάγματος, αἱ ἐπιχειρήσεις ὑποχρεοῦνται εἰς τὴν τήρησιν βιβλίων καὶ στοιχείων ἐπὶ τῶν ἐσόδων καὶ ἐξόδων αὐτῶν, ὡς καὶ εἰς τὴν ὑποβολὴν δηλώσεως. Ἐὰν ἡ ἐπιχείρησις δὲν τηρῇ βιβλία ἢ ταῦτα κρίνονται ἀνεπαρκῆ, ὁ προσδιορισμὸς τῶν καθαρῶν κερδῶν γίνεται ἐξωλογιστικῶς διὰ τῆς ἐφαρμογῆς συντελεστοῦ καθαροῦ κέρδους ἐπὶ τῶν ἀκαθαρίστων ἐσόδων τῆς χρήσεως. Ἄρθρον 4ον. Τὸ ἄρθρον 4 τοῦ Ν.Δ. 3323/1955 ἀντικαθίσταται ὡς ἀκολούθως. Αἱ ἀρμόδιαι οἰκονομικαὶ ἐφορίαι δύνανται νὰ προσδιορίσουν τὰ ἀκαθάριστα ἔσοδα βάσει τῶν στοιχείων τοῦ ἐλέγχου τῶν ἐπιτηδευματιῶν καὶ τῶν δηλώσεων αὐτῶν. Ὁ προσδιορισμὸς τῶν καθαρῶν κερδῶν τῶν ἐπιχειρήσεων ἐνεργεῖται διὰ τὴν διαχειριστικὴν περίοδον. Τὸ ἄρθρον 7 τοῦ Ν.Δ. 3323/1955 καταργεῖται. Αἱ διατάξεις τοῦ παρόντος ἰσχύουν ἀπὸ τῆς δημοσιεύσεώς του εἰς τὴν Ἐφημερίδα τῆς Κυβερνήσεως. Ἡ ἰσχὺς τοῦ παρόντος νόμου ἄρχεται ἀπὸ τῆς δημοσιεύσεως.	[404, 169, 1141, 296]
headline: ΣΥΝΕΧΙΖΕΤΑΙ ΜΕ ΔΙΑΦΟΡΟΥΣ ΕΚΔΗΛΩΣΕΙΣ Ο ΕΟΡΤΑΣΜΟΣ ΤΗΣ ΝΑΥΤΙΚΗΣ ΕΒΔΟΜΑΔΟΣ	[35, 780, 249, 819]
article-text: ΑΘΗΝΑΙ, 1.— Ἐκ τοῦ οἴκου τοῦ Ἀντιβασιλέως ἐξεδόθη τὸ ἀκόλουθον ἀνακοινωθέν.	[20, 677, 265, 697]
article-text: ΟΥΑΣΙΓΚΤΩΝ, 1 (Ἀσσ. Πρές).— Οἱ Ἀμερικανοὶ ἐπιστήμονες ἀνεκοίνωσαν.	[1149, 588, 1345, 608]
headline: ΣΑΧΗΣ ΚΑΙ ΦΑΡΑΧ ΕΙΣ ΤΗΝ ΞΑΝΘΗΝ	[1164, 611, 1329, 635]
continuation-label: ΣΥΝΕΧΕΙΑ ΕΚ ΤΗΣ 1ΗΣ ΣΕΛ.	[420, 562, 565, 571]
headline: ΑΓΓΛΙΚΗΣ Σ. ΒΑΦΟΠΟΥΛΟΥ	[60, 1103, 224, 1115]
article-text: ΛΑΡΙΣΑ, 1.— Εἰς τὴν περιοχὴν τοῦ χωρίου ὑλοτόμος ἐπλήγη ὑπὸ κεραυνοῦ.	[274, 973, 397, 1012]
headline: ΗΡΧΙΣΕΝ Η ΕΦΑΡΜΟΓΗ ΤΩΝ ΜΕΙΩΜΕΝΩΝ ΤΙΜΟΛΟΓΙΩΝ ΤΟΥ Ο.Τ.Ε.	[26, 101, 258, 124]
headline: ΚΑΘΙΕΡΟΥΝΤΑΙ ΝΕΑ ΧΡΟΝΙΚΑ ΟΡΙΑ ΕΠΑΝΕΞΕΤΑΣΕΩΣ ΤΩΝ ΑΠΟΤΥΧΟΝΤΩΝ ΥΠΟΨΗΦΙΩΝ ΚΥΒΕΡΝΗΤΩΝ ΠΡΟΣ ΑΠΟΚΤΗΣΙΝ ΠΤΥΧΙΟΥ ΝΑΥΤΙΚΗΣ ΙΚΑΝΟΤΗΤΟΣ	[24, 21, 261, 90]
article-text: ΑΘΗΝΑΙ, 1.— Ὁ πρόεδρος τοῦ Ἱνστιτούτου Καλλιτεχνῶν κ. Τάσκα θὰ παρακολουθήσῃ τὴν πρεμιέραν.	[274, 274, 397, 323]
article-text: ΣΥΝΕΧΕΙΑ ΕΚ ΤΗΣ 1ΗΣ ΣΕΛ. Κατὰ τὰς πληροφορίας αἱ συνομιλίαι θεωροῦνται προκαταρκτικαί.	[1149, 763, 1548, 783]
article-text: ΛΟΝΔΙΝΟΝ, 1 (Ρόυτερ).— Ἡ ἀπεργία τῶν ἀεροσυνοδῶν ἐκυρώθη εἰς 230 πτήσεις.	[1149, 361, 1498, 370]
continuation-label: ΣΥΝΕΧΕΙΑ ΕΚ ΤΗΣ 1ΗΣ ΣΕΛ.	[420, 171, 565, 181]
headline: ΕΙΔΙΚΗ ΥΠΗΡΕΣΙΑ ΣΥΝΙΣΤΑΤΑΙ ΕΙΣ ΞΑΝΘΗΝ ΠΡΟΣ ΑΡΤΙΩΤΕΡΑΝ ΟΡΓΑΝΩΣΙΝ ΚΑΙ ΠΡΟΒΟΛΗΝ ΤΩΝ ΘΡΑΚΙΚΩΝ ΛΑΟΓΡΑΦΙΚΩΝ ΕΚΔΗΛΩΣΕΩΝ	[31, 311, 253, 375]
headline: ΚΑΤΑΦΥΓΙΟΝ ΧΙΟΝΟΔΡΟΜΩΝ ΕΙΣ ΠΙΣΟΔΕΡΙ	[1157, 521, 1336, 545]
headline: ΕΠΙΧΟΡΗΓΕΙΤΑΙ Ο ΔΗΜΟΣ ΚΑΒΑΛΑΣ	[32, 732, 252, 744]
headline: ΑΝΕΒΛΗΘΗ Η ΔΙΚΗ ΤΩΝ ΔΥΟ ΓΑΛΛΩΝ ΘΑΝΑΤΟΠΟΙΝΙΤΩΝ ΛΟΓΩ ΜΗ ΠΡΟΣΑΓΩΓΗΣ ΤΩΝ ΕΙΣ ΤΟ ΔΙΚΑΣΤΗΡΙΟΝ	[1161, 383, 1536, 410]
headline: ΤΑ ΑΕΡΟΠΛΑΝΑ ΔΕΝ ΤΟΥΣ ΑΘΗΝΟΥΝ ΝΑ ΚΟΙΜΗΘΟΥΝ	[1163, 416, 1330, 440]
article-text: ΦΛΩΡΙΝΑ, 1.— Θὰ ἀνεγερθῇ καταφύγιον χιονοδρόμων.	[1149, 549, 1345, 568]
second-headline-line-2: Ο Κ. ΜΙΤΙΤΣ ΑΠΟ ΤΟΝ «ΠΑΟΚ» ΔΙΑ ΝΑ ΑΠΑΝΤΗΣΗ	[439, 523, 1105, 553]
headline: ΥΛΟΤΟΜΟΣ ΕΠΙΑΣΘΗ ΥΠΟ ΚΕΡΑΥΝΟΥ ΚΑΙ ΕΦΟΝΕΥΘΗ	[290, 922, 381, 969]
headline: ΘΑ ΕΦΕΤΕΙΝΗ ΠΑΡΑΓΩΓΗ ΤΟΥ ΕΛΑΙΟΛΑΔΟΥ ΘΑ ΑΝΕΛΘΗ ΠΕΡΙΠΟΥ ΕΙΣ 180.000 ΤΟΝΝΟΥΣ	[431, 1028, 1113, 1044]
article-text: ΑΘΗΝΑΙ, 1.— Ὁμὰς 80 ὁμογενῶν τῆς Αἰθιοπίας, ἀφικνεῖται τὴν 4.30 μ.μ. αὔριον ἐκ τοῦ ἀερολιμένος.	[20, 463, 265, 482]
article-text: Ἐκυκλοφόρησεν ἡ διαφημιστικὴ ἔκδοσις τοῦ Ὑπουργείου Βορείου Ἑλλάδος διὰ τὰς ἐπενδύσεις.	[274, 152, 397, 201]
article-text: ΖΥΡΙΧΗ, 1 (Ἰδ. Ὑπηρ.).— Διὰ νὰ μπορέσουν νὰ κοιμηθοῦν οἱ κάτοικοι ἀπὸ τὸν θόρυβον τῶν ἀεροπλάνων.	[1149, 444, 1345, 473]
headline: ΑΙΦΝΙΔΙΟΣ ΘΑΝΑΤΟΣ ΕΙΣ ΤΑΣ ΑΘΗΝΑΣ	[281, 1251, 390, 1287]
second-headline-line-1: ΠΡΟΘΕΣΜΙΑΝ ΜΕΧΡΙ ΤΟΥ ΣΑΒΒΑΤΟΥ ΕΖΗΤΗΣΕΝ	[449, 494, 1096, 523]
article-text: ΑΘΗΝΑΙ, 1.— Ἀπὸ τῆς πρώτης ἤρχισε ἡ ἐφαρμογὴ τῶν μειωμένων τιμολογίων ἐπὶ τῶν τηλεφωνικῶν συνδιαλέξεων, διὰ τῶν ὁποίων ἐπέρχεται μείωσις ὡς καὶ ἐπὶ τῶν ἐπιτοκιακῶν τελῶν ΤΕΛΕ.	[20, 128, 265, 168]
headline: ΚΑΘΩΡΙΣΘΗΣΑΝ ΑΙ ΠΡΟΫΠΟΘΕΣΕΙΣ ΕΠΑΝΑΧΟΡΗΓΗΣΕΩΣ ΤΩΝ ΚΑΤΑΡΓΗΘΕΙΣΩΝ ΑΔΕΙΩΝ ΑΝΕΓΕΡΣΕΩΣ ΟΙΚΟΔΟΜΩΝ	[26, 526, 258, 578]
newspaper-page	[20, 17, 1548, 2309]
headline: Η ΛΕΙΤΟΥΡΓΙΑ ΛΑΤΟΜΕΙΩΝ ΕΙΣ ΧΩΡΟΝ ΑΝΕΓΕΡΣΕΩΣ ΤΟΥ ΝΑΟΥ ΤΟΥ ΣΩΤΗΡΟΣ	[281, 728, 390, 799]
article-text: ΑΘΗΝΑΙ, 1.— Ἐντὸς τοῦ Ἰουλίου θὰ προκηρυχθῇ ὁ νέος διαγωνισμὸς διὰ τὴν κατασκευὴν ὑπογείου γκαράζ.	[1149, 287, 1345, 317]
